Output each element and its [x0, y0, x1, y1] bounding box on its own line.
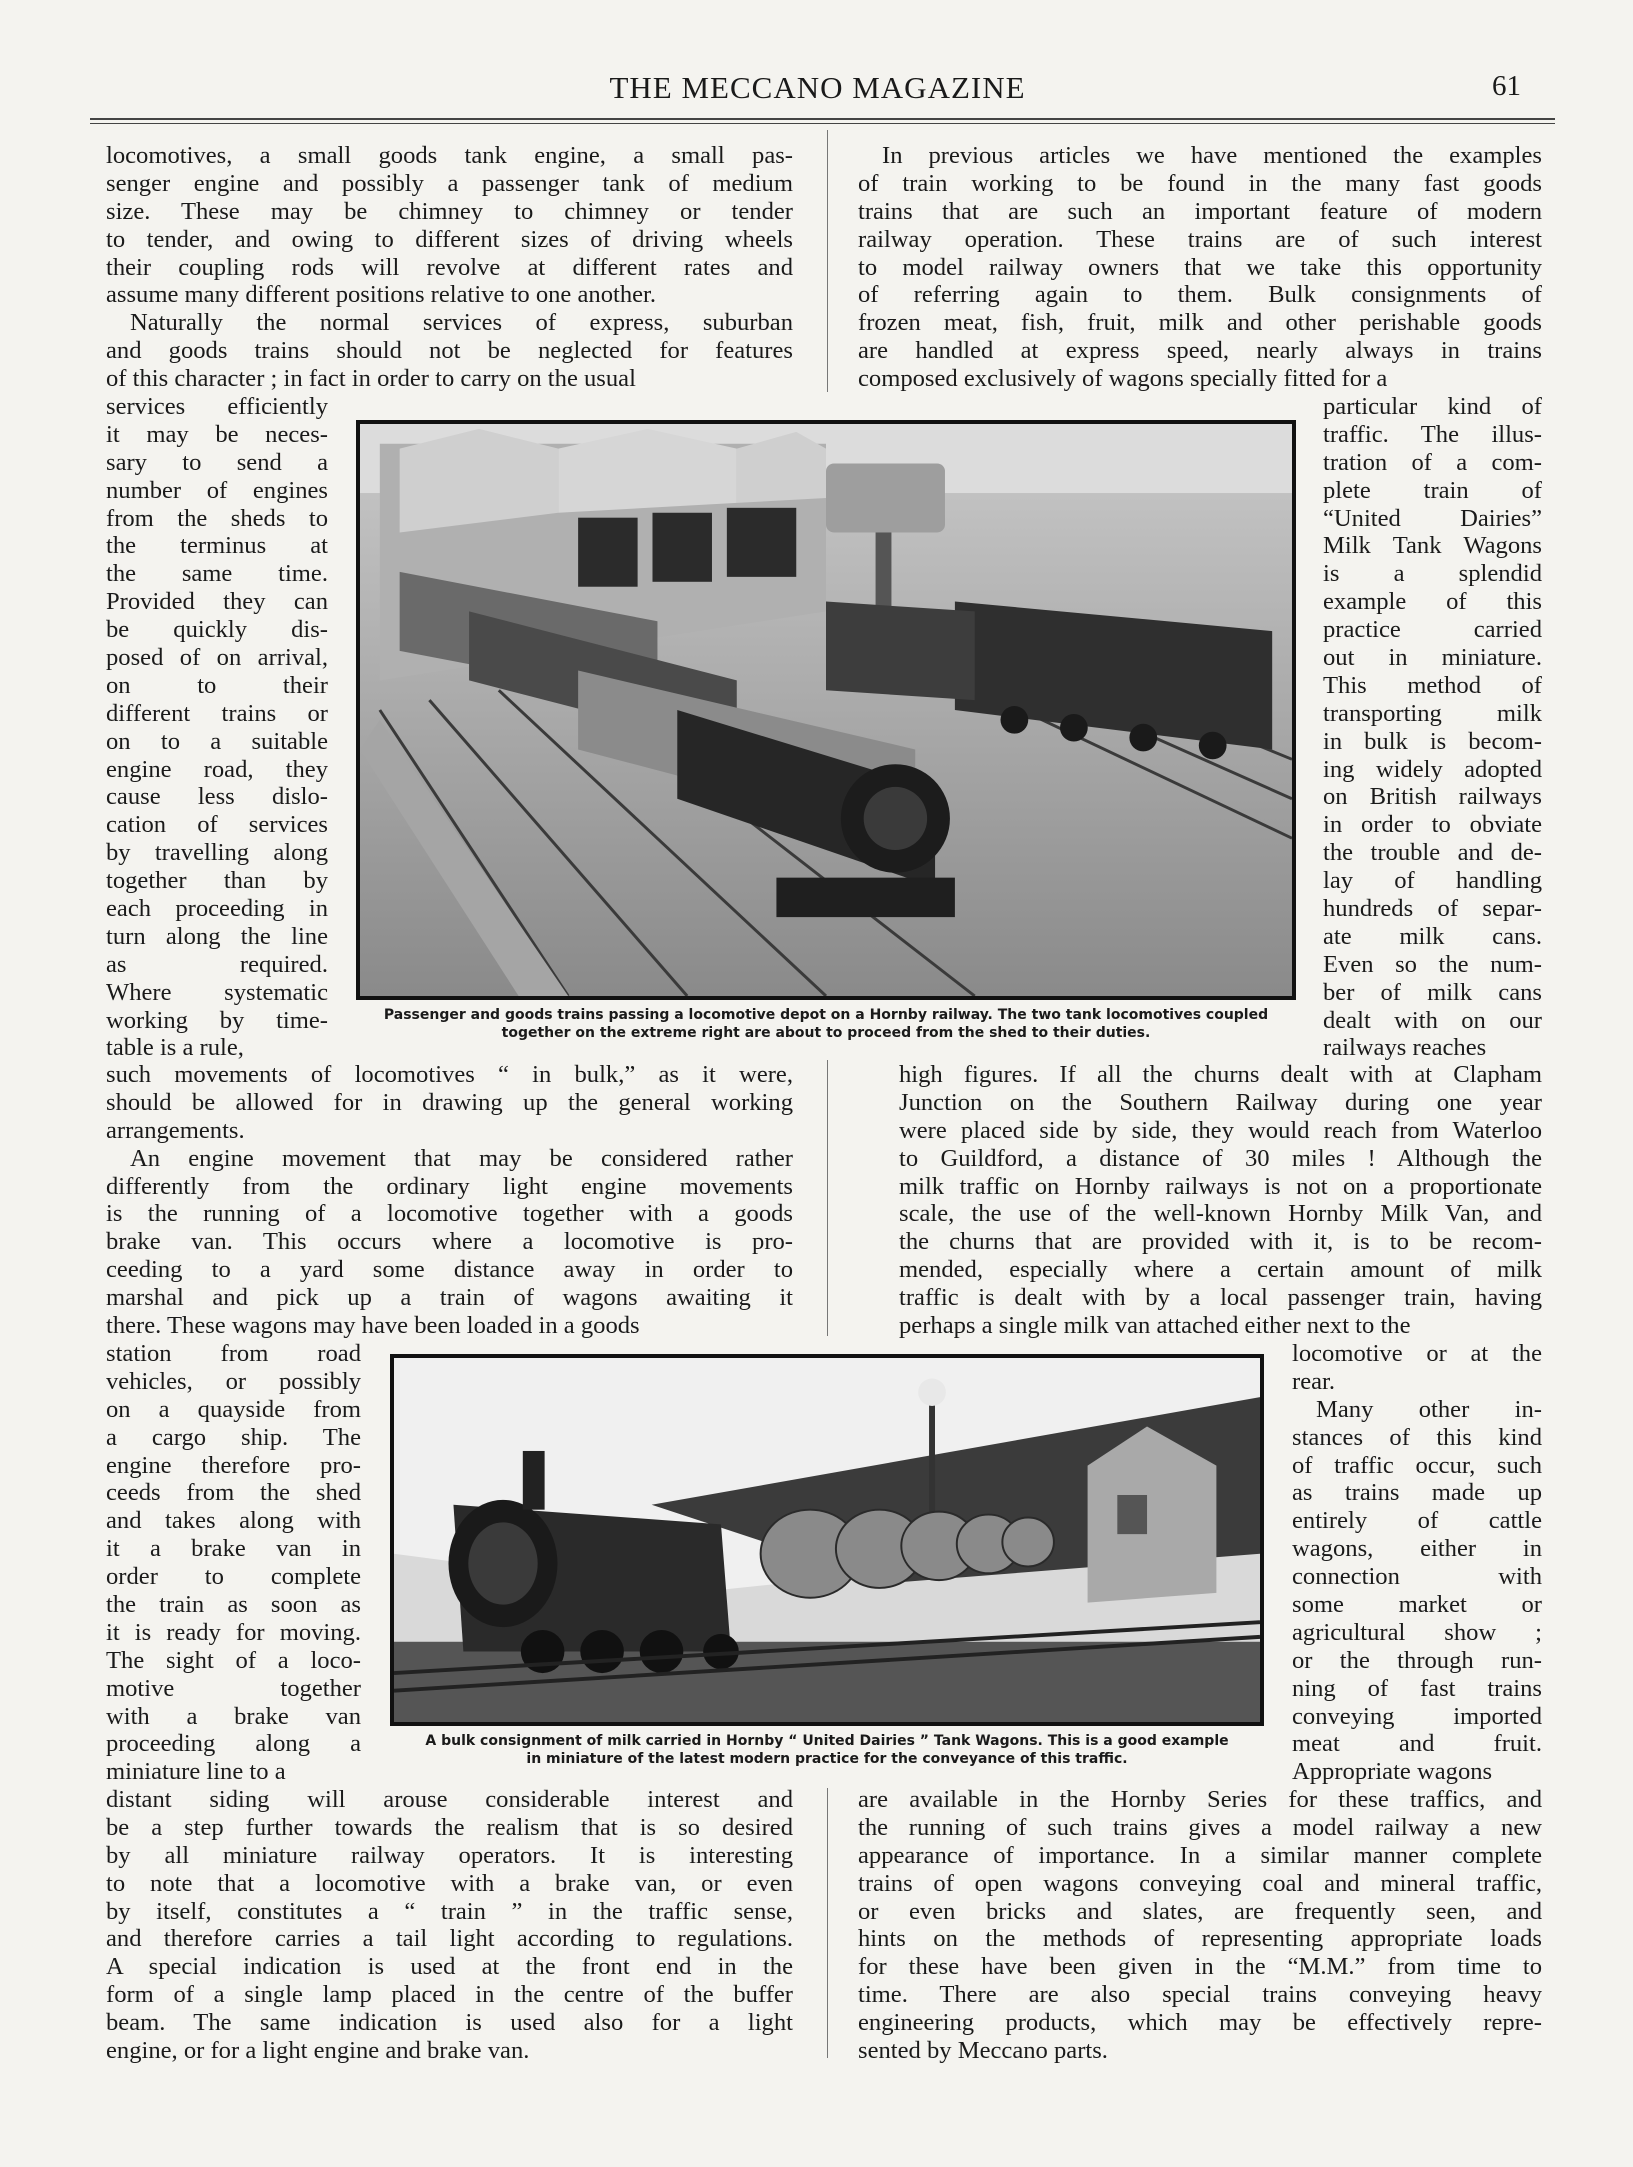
text-line: by itself, constitutes a “ train ” in the traffic sense, [106, 1897, 793, 1925]
text-line: high figures. If all the churns dealt with at Clapham [899, 1061, 1542, 1088]
text-line: on a quayside from [106, 1395, 361, 1423]
text-line: trains of open wagons conveying coal and mineral traffic, [858, 1869, 1542, 1897]
text-line: some market or [1292, 1591, 1542, 1619]
header-rule-thin [90, 123, 1555, 124]
text-line: hints on the methods of representing appropriate loads [858, 1925, 1542, 1953]
left-column-top [106, 142, 793, 393]
figure-1-caption-line-2: together on the extreme right are about to proceed from the shed to their duties. [501, 1025, 1151, 1041]
text-line: marshal and pick up a train of wagons awaiting it [106, 1284, 793, 1312]
text-line: their coupling rods will revolve at different rates and [106, 253, 793, 281]
text-line: milk traffic on Hornby railways is not on a proportionate [899, 1172, 1542, 1200]
text-line: and takes along with [106, 1507, 361, 1535]
text-line: turn along the line [106, 922, 328, 950]
text-line: the churns that are provided with it, is to be recom- [899, 1228, 1542, 1256]
text-line: order to complete [106, 1563, 361, 1591]
text-line: are available in the Hornby Series for these traffics, and [858, 1786, 1542, 1813]
text-line: lay of handling [1323, 867, 1542, 895]
text-line: as trains made up [1292, 1479, 1542, 1507]
text-line: trains that are such an important feature of modern [858, 197, 1542, 225]
text-line: Appropriate wagons [1292, 1758, 1493, 1786]
text-line: form of a single lamp placed in the centre of the buffer [106, 1981, 793, 2009]
text-line: traffic. The illus- [1323, 420, 1542, 448]
left-column-bottom [106, 1786, 793, 2065]
text-line: hundreds of separ- [1323, 895, 1542, 923]
text-line: size. These may be chimney to chimney or tender [106, 197, 793, 225]
right-column-narrow [1323, 393, 1542, 1062]
text-line: posed of on arrival, [106, 644, 328, 672]
text-line: by travelling along [106, 839, 328, 867]
text-line: ing widely adopted [1323, 755, 1542, 783]
text-line: appearance of importance. In a similar manner complete [858, 1841, 1542, 1869]
text-line: Naturally the normal services of express, suburban [130, 309, 793, 337]
text-line: agricultural show ; [1292, 1618, 1542, 1646]
text-line: or the through run- [1292, 1646, 1542, 1674]
text-line: on British railways [1323, 783, 1542, 811]
figure-2-caption-line-1: A bulk consignment of milk carried in Hornby “ United Dairies ” Tank Wagons. This is a good example [425, 1733, 1229, 1749]
text-line: proceeding along a [106, 1730, 361, 1758]
text-line: or even bricks and slates, are frequently seen, and [858, 1897, 1542, 1925]
left-column-mid [106, 1061, 793, 1340]
text-line: entirely of cattle [1292, 1507, 1542, 1535]
text-line: particular kind of [1323, 393, 1542, 420]
page-number: 61 [1492, 70, 1521, 102]
text-line: ate milk cans. [1323, 922, 1542, 950]
right-column-narrow-2 [1292, 1340, 1542, 1786]
header-rule [90, 118, 1555, 120]
text-line: scale, the use of the well-known Hornby Milk Van, and [899, 1200, 1542, 1228]
text-line: conveying imported [1292, 1702, 1542, 1730]
text-line: A special indication is used at the front end in the [106, 1953, 793, 1981]
text-line: miniature line to a [106, 1758, 286, 1786]
text-line: An engine movement that may be considered rather [130, 1144, 793, 1172]
text-line: rear. [1292, 1367, 1336, 1395]
text-line: it may be neces- [106, 420, 328, 448]
text-line: to Guildford, a distance of 30 miles ! Although the [899, 1144, 1542, 1172]
magazine-title: THE MECCANO MAGAZINE [609, 70, 1026, 105]
text-line: the train as soon as [106, 1591, 361, 1619]
text-line: in bulk is becom- [1323, 727, 1542, 755]
text-line: ning of fast trains [1292, 1674, 1542, 1702]
text-line: “United Dairies” [1323, 504, 1542, 532]
text-line: a cargo ship. The [106, 1423, 361, 1451]
text-line: it a brake van in [106, 1535, 361, 1563]
text-line: together than by [106, 867, 328, 895]
text-line: engine road, they [106, 755, 328, 783]
text-line: to tender, and owing to different sizes of driving wheels [106, 225, 793, 253]
text-line: example of this [1323, 588, 1542, 616]
left-column-narrow-2 [106, 1340, 361, 1786]
text-line: to note that a locomotive with a brake van, or even [106, 1869, 793, 1897]
text-line: vehicles, or possibly [106, 1367, 361, 1395]
left-column-narrow [106, 393, 328, 1062]
text-line: The sight of a loco- [106, 1646, 361, 1674]
text-line: of train working to be found in the many fast goods [858, 169, 1542, 197]
text-line: tration of a com- [1323, 448, 1542, 476]
figure-2-caption-line-2: in miniature of the latest modern practice for the conveyance of this traffic. [526, 1751, 1128, 1767]
text-line: to model railway owners that we take this opportunity [858, 253, 1542, 281]
text-line: wagons, either in [1292, 1535, 1542, 1563]
text-line: cation of services [106, 811, 328, 839]
text-line: Where systematic [106, 978, 328, 1006]
text-line: plete train of [1323, 476, 1542, 504]
text-line: traffic is dealt with by a local passenger train, having [899, 1284, 1542, 1312]
text-line: differently from the ordinary light engine movements [106, 1172, 793, 1200]
figure-milk-tank-wagons-photo [390, 1354, 1264, 1726]
text-line: locomotives, a small goods tank engine, a small pas- [106, 142, 793, 169]
text-line: out in miniature. [1323, 644, 1542, 672]
text-line: and goods trains should not be neglected for features [106, 337, 793, 365]
text-line: perhaps a single milk van attached either next to the [899, 1312, 1411, 1340]
text-line: services efficiently [106, 393, 328, 420]
text-line: engine therefore pro- [106, 1451, 361, 1479]
figure-1-caption-line-1: Passenger and goods trains passing a locomotive depot on a Hornby railway. The two tank locomotives coupled [383, 1007, 1269, 1023]
text-line: with a brake van [106, 1702, 361, 1730]
figure-1-caption [356, 1006, 1296, 1042]
text-line: on to their [106, 671, 328, 699]
text-line: for these have been given in the “M.M.” from time to [858, 1953, 1542, 1981]
text-line: the same time. [106, 560, 328, 588]
text-line: there. These wagons may have been loaded in a goods [106, 1312, 640, 1340]
text-line: should be allowed for in drawing up the general working [106, 1088, 793, 1116]
right-column-bottom [858, 1786, 1542, 2065]
text-line: motive together [106, 1674, 361, 1702]
text-line: frozen meat, fish, fruit, milk and other perishable goods [858, 309, 1542, 337]
text-line: railways reaches [1323, 1034, 1487, 1062]
text-line: in order to obviate [1323, 811, 1542, 839]
text-line: Many other in- [1316, 1395, 1542, 1423]
text-line: be quickly dis- [106, 616, 328, 644]
text-line: each proceeding in [106, 895, 328, 923]
text-line: number of engines [106, 476, 328, 504]
text-line: arrangements. [106, 1116, 245, 1144]
text-line: connection with [1292, 1563, 1542, 1591]
text-line: were placed side by side, they would reach from Waterloo [899, 1116, 1542, 1144]
text-line: assume many different positions relative to one another. [106, 281, 657, 309]
text-line: mended, especially where a certain amount of milk [899, 1256, 1542, 1284]
text-line: stances of this kind [1292, 1423, 1542, 1451]
text-line: Milk Tank Wagons [1323, 532, 1542, 560]
page-header [90, 70, 1545, 118]
text-line: is the running of a locomotive together with a goods [106, 1200, 793, 1228]
text-line: such movements of locomotives “ in bulk,” as it were, [106, 1061, 793, 1088]
text-line: and therefore carries a tail light according to regulations. [106, 1925, 793, 1953]
text-line: sented by Meccano parts. [858, 2037, 1108, 2065]
text-line: working by time- [106, 1006, 328, 1034]
text-line: on to a suitable [106, 727, 328, 755]
text-line: Provided they can [106, 588, 328, 616]
text-line: are handled at express speed, nearly always in trains [858, 337, 1542, 365]
text-line: ceeds from the shed [106, 1479, 361, 1507]
text-line: dealt with on our [1323, 1006, 1542, 1034]
text-line: railway operation. These trains are of such interest [858, 225, 1542, 253]
text-line: brake van. This occurs where a locomotive is pro- [106, 1228, 793, 1256]
text-line: engine, or for a light engine and brake van. [106, 2037, 530, 2065]
text-line: of this character ; in fact in order to carry on the usual [106, 365, 636, 393]
figure-locomotive-depot-photo [356, 420, 1296, 1000]
text-line: station from road [106, 1340, 361, 1367]
column-divider [827, 1060, 828, 1336]
text-line: ceeding to a yard some distance away in order to [106, 1256, 793, 1284]
text-line: ber of milk cans [1323, 978, 1542, 1006]
text-line: time. There are also special trains conveying heavy [858, 1981, 1542, 2009]
column-divider [827, 130, 828, 392]
text-line: the trouble and de- [1323, 839, 1542, 867]
text-line: table is a rule, [106, 1034, 244, 1062]
text-line: transporting milk [1323, 699, 1542, 727]
text-line: Even so the num- [1323, 950, 1542, 978]
text-line: is a splendid [1323, 560, 1542, 588]
column-divider [827, 1788, 828, 2058]
text-line: the running of such trains gives a model railway a new [858, 1813, 1542, 1841]
text-line: engineering products, which may be effectively repre- [858, 2009, 1542, 2037]
text-line: as required. [106, 950, 328, 978]
text-line: cause less dislo- [106, 783, 328, 811]
text-line: beam. The same indication is used also for a light [106, 2009, 793, 2037]
text-line: Junction on the Southern Railway during one year [899, 1088, 1542, 1116]
right-column-mid [899, 1061, 1542, 1340]
text-line: practice carried [1323, 616, 1542, 644]
text-line: from the sheds to [106, 504, 328, 532]
text-line: of traffic occur, such [1292, 1451, 1542, 1479]
text-line: it is ready for moving. [106, 1618, 361, 1646]
text-line: be a step further towards the realism that is so desired [106, 1813, 793, 1841]
text-line: sary to send a [106, 448, 328, 476]
text-line: locomotive or at the [1292, 1340, 1542, 1367]
text-line: distant siding will arouse considerable interest and [106, 1786, 793, 1813]
text-line: meat and fruit. [1292, 1730, 1542, 1758]
text-line: different trains or [106, 699, 328, 727]
text-line: by all miniature railway operators. It is interesting [106, 1841, 793, 1869]
text-line: of referring again to them. Bulk consignments of [858, 281, 1542, 309]
figure-2-caption [390, 1732, 1264, 1768]
text-line: the terminus at [106, 532, 328, 560]
text-line: senger engine and possibly a passenger tank of medium [106, 169, 793, 197]
right-column-top [858, 142, 1542, 393]
text-line: This method of [1323, 671, 1542, 699]
text-line: composed exclusively of wagons specially fitted for a [858, 365, 1388, 393]
text-line: In previous articles we have mentioned the examples [882, 142, 1542, 169]
